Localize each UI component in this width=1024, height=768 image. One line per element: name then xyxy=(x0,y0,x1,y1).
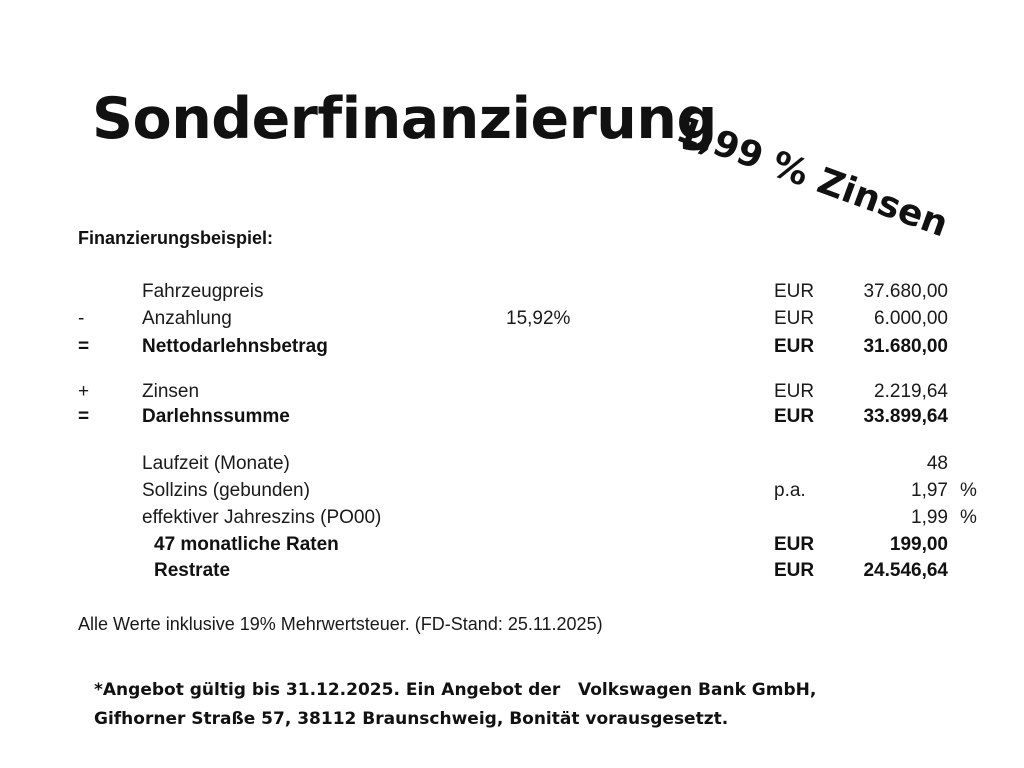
row-label: Anzahlung xyxy=(142,308,232,329)
table-row-monthly-installments xyxy=(0,533,1024,557)
table-row-term-months xyxy=(0,452,1024,476)
row-amount: 31.680,00 xyxy=(863,336,948,357)
row-amount: 6.000,00 xyxy=(874,308,948,329)
row-operator: + xyxy=(78,381,90,402)
row-unit: EUR xyxy=(774,406,815,427)
row-unit: EUR xyxy=(774,560,815,581)
row-label: Zinsen xyxy=(142,381,200,402)
table-row-borrowing-rate xyxy=(0,479,1024,503)
row-unit: EUR xyxy=(774,336,815,357)
row-label: Fahrzeugpreis xyxy=(142,281,264,302)
row-operator: - xyxy=(78,308,85,329)
table-row-final-installment xyxy=(0,559,1024,583)
disclaimer-line-2: Gifhorner Straße 57, 38112 Braunschweig, Bonität vorausgesetzt. xyxy=(94,709,729,729)
row-label: 47 monatliche Raten xyxy=(154,534,339,555)
row-unit: p.a. xyxy=(774,480,806,501)
headline: Sonderfinanzierung xyxy=(92,86,717,152)
row-operator: = xyxy=(78,406,90,427)
row-amount: 37.680,00 xyxy=(863,281,948,302)
row-unit: EUR xyxy=(774,281,815,302)
row-suffix: % xyxy=(960,480,977,501)
table-row-loan-total xyxy=(0,405,1024,429)
row-amount: 1,97 xyxy=(911,480,948,501)
row-percentage: 15,92% xyxy=(506,308,571,329)
row-unit: EUR xyxy=(774,381,815,402)
row-label: Sollzins (gebunden) xyxy=(142,480,310,501)
row-label: effektiver Jahreszins (PO00) xyxy=(142,507,382,528)
row-unit: EUR xyxy=(774,308,815,329)
row-amount: 48 xyxy=(926,453,948,474)
row-amount: 199,00 xyxy=(889,534,948,555)
row-suffix: % xyxy=(960,507,977,528)
row-label: Nettodarlehnsbetrag xyxy=(142,336,328,357)
table-row-net-loan-amount xyxy=(0,335,1024,359)
row-unit: EUR xyxy=(774,534,815,555)
row-operator: = xyxy=(78,336,90,357)
row-amount: 33.899,64 xyxy=(863,406,948,427)
row-amount: 1,99 xyxy=(911,507,948,528)
table-row-effective-rate xyxy=(0,506,1024,530)
row-amount: 24.546,64 xyxy=(863,560,948,581)
table-row-down-payment xyxy=(0,307,1024,331)
disclaimer-line-1: *Angebot gültig bis 31.12.2025. Ein Angebot der Volkswagen Bank GmbH, xyxy=(94,680,817,700)
vat-footnote: Alle Werte inklusive 19% Mehrwertsteuer. (FD-Stand: 25.11.2025) xyxy=(78,614,603,634)
table-row-interest xyxy=(0,380,1024,404)
offer-disclaimer xyxy=(94,676,816,734)
row-label: Darlehnssumme xyxy=(142,406,290,427)
row-amount: 2.219,64 xyxy=(874,381,948,402)
row-label: Laufzeit (Monate) xyxy=(142,453,290,474)
row-label: Restrate xyxy=(154,560,231,581)
interest-rate-stamp: 1,99 % Zinsen xyxy=(670,109,954,246)
table-row-vehicle-price xyxy=(0,280,1024,304)
section-title: Finanzierungsbeispiel: xyxy=(78,228,274,248)
